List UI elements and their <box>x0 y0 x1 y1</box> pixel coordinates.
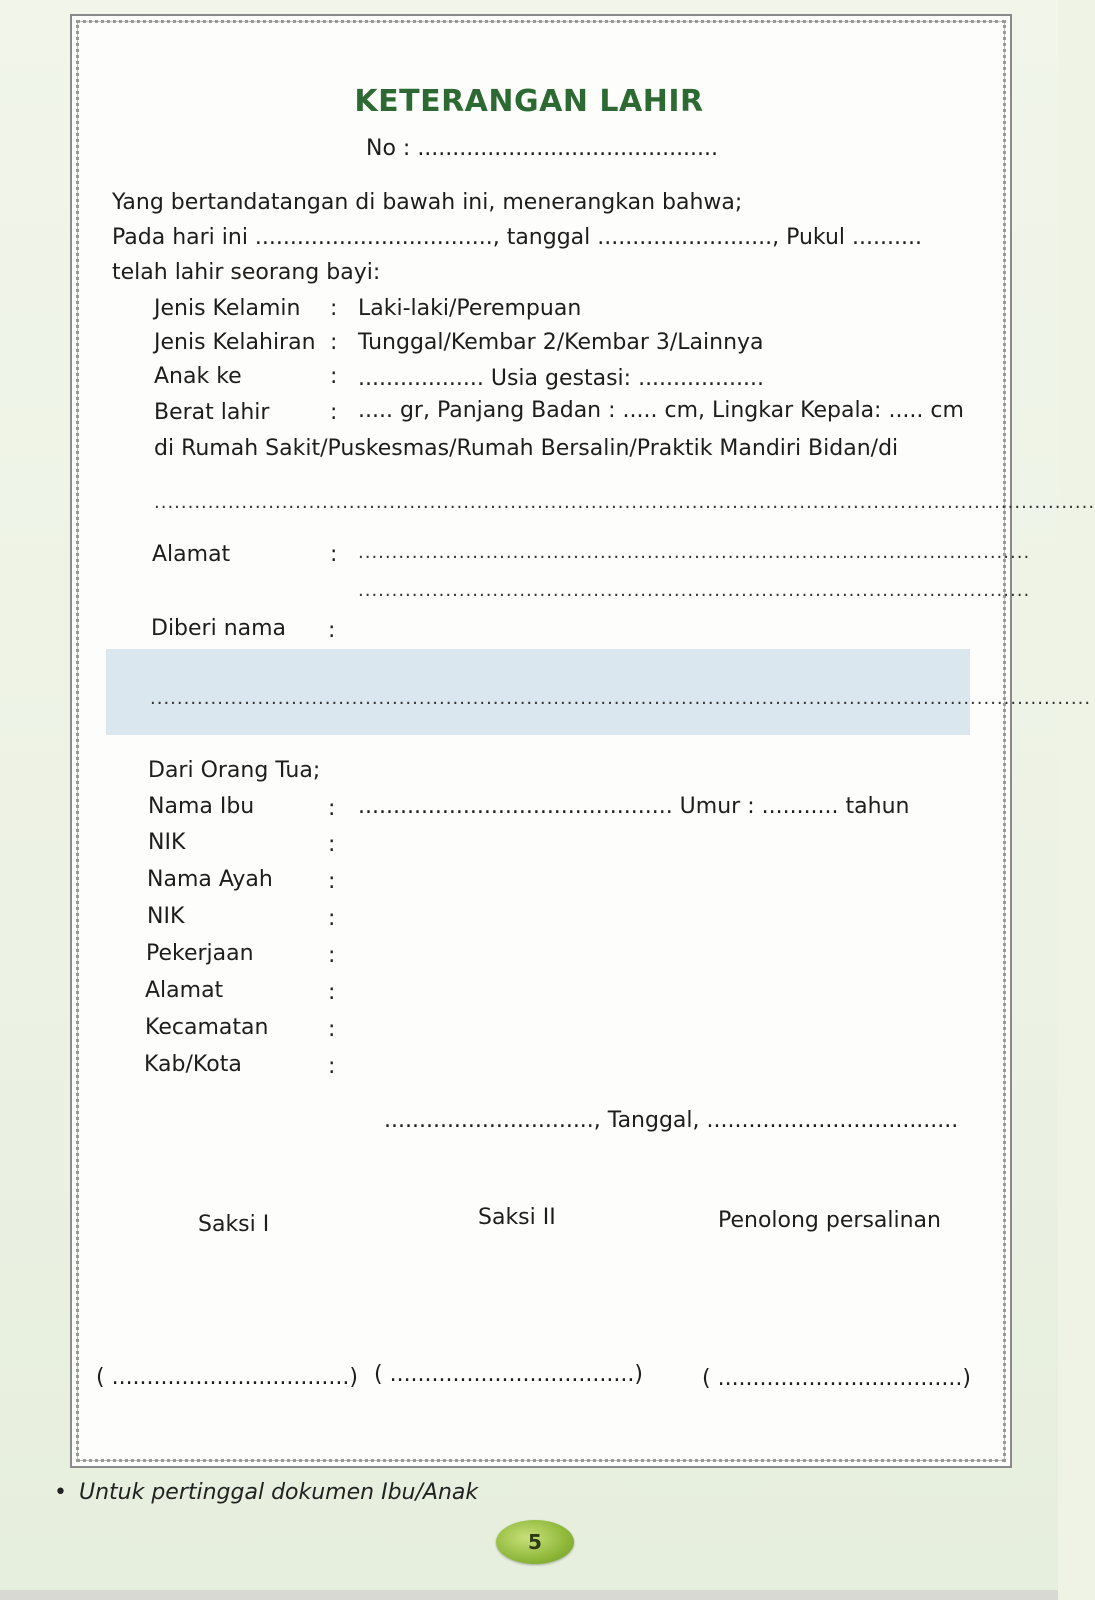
witness-1-signature: ( ..................................) <box>96 1365 358 1390</box>
baby-address-blank-2: .................................................................................................... <box>358 580 1031 601</box>
baby-address-blank-1: .................................................................................................... <box>358 542 1031 563</box>
birth-weight-value: ..... gr, Panjang Badan : ..... cm, Lingkar Kepala: ..... cm <box>358 398 964 423</box>
page-number-badge: 5 <box>496 1520 574 1564</box>
child-order-colon: : <box>330 364 338 389</box>
given-name-colon: : <box>328 618 336 643</box>
form-title: KETERANGAN LAHIR <box>354 84 704 119</box>
gender-label: Jenis Kelamin <box>154 296 301 321</box>
parent-field-label: Nama Ayah <box>147 867 273 892</box>
child-order-value: .................. Usia gestasi: .................. <box>358 366 764 391</box>
footer-note-text: Untuk pertinggal dokumen Ibu/Anak <box>78 1480 479 1505</box>
witness-2-signature: ( ...................................) <box>374 1362 643 1387</box>
child-order-label: Anak ke <box>154 364 242 389</box>
parent-field-colon: : <box>328 1054 336 1079</box>
parent-field-label: NIK <box>147 904 185 929</box>
baby-address-label: Alamat <box>152 542 231 567</box>
witness-1-label: Saksi I <box>198 1212 270 1237</box>
mother-name-colon: : <box>328 796 336 821</box>
parent-field-label: Alamat <box>145 978 224 1003</box>
birth-weight-colon: : <box>330 400 338 425</box>
birth-type-label: Jenis Kelahiran <box>154 330 316 355</box>
witness-2-label: Saksi II <box>478 1205 556 1230</box>
given-name-label: Diberi nama <box>151 616 287 641</box>
mother-name-value: ............................................. Umur : ........... tahun <box>358 794 910 819</box>
footer-note <box>54 1480 478 1505</box>
gender-colon: : <box>330 296 338 321</box>
birth-type-value: Tunggal/Kembar 2/Kembar 3/Lainnya <box>358 330 764 355</box>
birth-attendant-label: Penolong persalinan <box>718 1208 941 1233</box>
birth-weight-label: Berat lahir <box>154 400 270 425</box>
mother-name-label: Nama Ibu <box>148 794 255 819</box>
baby-address-colon: : <box>330 542 338 567</box>
parent-field-colon: : <box>328 980 336 1005</box>
page-bottom-strip <box>0 1590 1058 1600</box>
parent-field-colon: : <box>328 943 336 968</box>
parent-field-label: NIK <box>148 830 186 855</box>
document-number-field: No : ........................................... <box>366 136 719 161</box>
birth-attendant-signature: ( ...................................) <box>702 1366 971 1391</box>
gender-value: Laki-laki/Perempuan <box>358 296 582 321</box>
birth-place-line: di Rumah Sakit/Puskesmas/Rumah Bersalin/Praktik Mandiri Bidan/di <box>154 436 899 461</box>
parent-field-label: Pekerjaan <box>146 941 254 966</box>
given-name-blank: ............................................................................................................................................ <box>150 688 1092 709</box>
intro-statement: Yang bertandatangan di bawah ini, menerangkan bahwa; <box>112 190 743 215</box>
parent-field-colon: : <box>328 1017 336 1042</box>
birth-statement: telah lahir seorang bayi: <box>112 260 381 285</box>
parents-heading: Dari Orang Tua; <box>148 758 321 783</box>
birth-type-colon: : <box>330 330 338 355</box>
parent-field-colon: : <box>328 869 336 894</box>
parent-field-label: Kab/Kota <box>144 1052 242 1077</box>
signing-date-line: .............................., Tanggal, .................................... <box>384 1108 959 1133</box>
parent-field-label: Kecamatan <box>145 1015 269 1040</box>
parent-field-colon: : <box>328 832 336 857</box>
day-date-time-line: Pada hari ini .................................., tanggal ........................., Pukul .......... <box>112 225 922 250</box>
birth-place-blank: ............................................................................................................................................ <box>154 492 1095 513</box>
bullet-icon: • <box>54 1480 67 1505</box>
parent-field-colon: : <box>328 906 336 931</box>
